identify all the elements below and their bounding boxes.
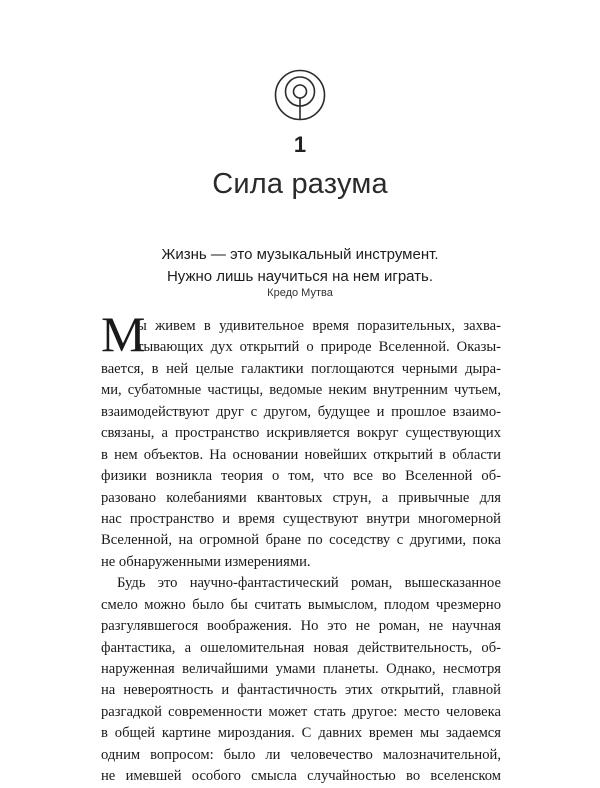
epigraph [0,244,600,288]
text-line: нас пространство и время существуют внутри многомерной [101,510,501,527]
text-line: смело можно было бы считать вымыслом, плодом чрезмерно [101,596,501,613]
chapter-title: Сила разума [212,168,388,200]
text-line: в нем объектов. На основании новейших открытий в области [101,446,501,463]
text-line: в общей картине мироздания. С давних времен мы задаемся [101,725,501,742]
text-line: не обнаруженными измерениями. [101,553,311,570]
text-line: Вселенной, на огромной бране по соседству с другими, пока [101,532,501,549]
text-line: не имевшей особого смысла случайностью во вселенском [101,768,501,785]
chapter-number: 1 [293,132,307,157]
epigraph-line: Нужно лишь научиться на нем играть. [166,268,434,285]
epigraph-line: Жизнь — это музыкальный инструмент. [161,246,439,263]
text-line: фантастика, а ошеломительная новая действительность, об- [101,639,501,656]
text-line: разгулявшегося воображения. Но это не роман, не научная [101,618,501,635]
text-line: разовано колебаниями квантовых струн, а привычные для [101,489,501,506]
epigraph-author: Кредо Мутва [267,287,333,299]
text-line: ы живем в удивительное время поразительных, захва- [137,318,501,334]
drop-cap: М [101,306,146,362]
text-line: связаны, а пространство искривляется вокруг существующих [101,425,501,442]
text-line: тывающих дух открытий о природе Вселенной. Оказы- [137,339,501,356]
text-line: наруженная величайшими умами планеты. Однако, несмотря [101,661,501,677]
text-line: ми, субатомные частицы, ведомые неким внутренним чутьем, [101,382,501,399]
body-text [101,316,501,788]
text-line: одним вопросом: было ли человечество малозначительной, [101,746,501,763]
text-line: Будь это научно-фантастический роман, вышесказанное [117,575,501,592]
lightbulb-circle-icon [273,68,327,122]
text-line: взаимодействуют друг с другом, будущее и прошлое взаимо- [101,403,501,420]
text-line: вается, в ней целые галактики поглощаются черными дыра- [101,360,501,377]
text-line: физики возникла теория о том, что все во Вселенной об- [101,468,501,485]
text-line: разгадкой современности может стать другое: место человека [101,703,501,720]
text-line: на невероятность и фантастичность этих открытий, главной [101,682,501,699]
